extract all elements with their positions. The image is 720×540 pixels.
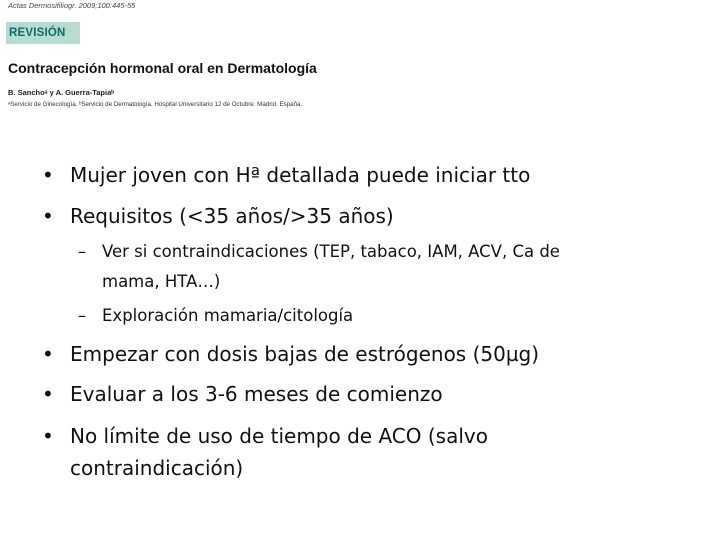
sub-bullet-mark: – <box>78 242 87 261</box>
bullet-mark: • <box>42 163 54 187</box>
section-badge: REVISIÓN <box>6 22 80 44</box>
bullet-text: Evaluar a los 3-6 meses de comienzo <box>70 382 443 406</box>
bullet-text-continued: contraindicación) <box>70 456 244 480</box>
bullet-text: Mujer joven con Hª detallada puede iniciar tto <box>70 163 531 187</box>
bullet-text: Requisitos (<35 años/>35 años) <box>70 204 394 228</box>
bullet-mark: • <box>42 342 54 366</box>
bullet-mark: • <box>42 424 54 448</box>
sub-bullet-text-continued: mama, HTA…) <box>102 272 221 291</box>
sub-bullet-mark: – <box>78 306 87 325</box>
sub-bullet-text: Ver si contraindicaciones (TEP, tabaco, IAM, ACV, Ca de <box>102 242 560 261</box>
author-affiliations: ᵃServicio de Ginecología. ᵇServicio de Dermatología. Hospital Universitario 12 de Octubre. Madrid. España. <box>8 101 303 108</box>
bullet-mark: • <box>42 204 54 228</box>
journal-reference: Actas Dermosifiliogr. 2009;100:445-55 <box>8 1 136 10</box>
bullet-text: Empezar con dosis bajas de estrógenos (50µg) <box>70 342 540 366</box>
article-authors: B. Sanchoᵃ y A. Guerra-Tapiaᵇ <box>8 88 115 97</box>
bullet-text: No límite de uso de tiempo de ACO (salvo <box>70 424 488 448</box>
sub-bullet-text: Exploración mamaria/citología <box>102 306 354 325</box>
article-title: Contracepción hormonal oral en Dermatología <box>8 60 317 76</box>
bullet-mark: • <box>42 382 54 406</box>
